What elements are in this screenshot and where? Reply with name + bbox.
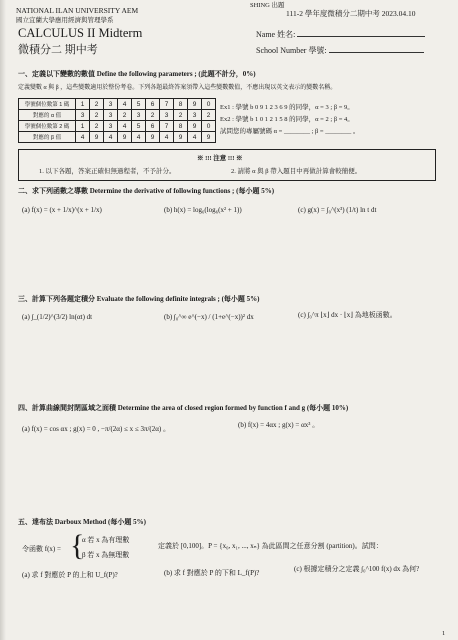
part3-question-a: (a) ∫_(1/2)^(3/2) ln(αt) dt bbox=[22, 313, 93, 321]
part5-def-suffix: 定義於 [0,100]。P = {x₀, x₁, ..., xₙ} 為此區間之任意分割 (partition)。試問： bbox=[158, 542, 383, 550]
notice-title: ※ !!! 注意 !!! ※ bbox=[197, 155, 243, 162]
part1-title: 一、定義以下變數的數值 Define the following parameters ; (此題不計分，0%) bbox=[18, 70, 256, 78]
part5-title: 五、達布法 Darboux Method (每小題 5%) bbox=[18, 518, 146, 526]
part3-title: 三、計算下列各題定積分 Evaluate the following definite integrals ; (每小題 5%) bbox=[18, 295, 260, 303]
table-row: 學號個位數第 2 碼 1 2 3 4 5 6 7 8 9 0 bbox=[19, 121, 216, 132]
part5-case-2: β 若 x 為無理數 bbox=[82, 551, 130, 559]
part3-question-c: (c) ∫₀^π ⌊x⌋ dx · ⌊x⌋ 為地板函數。 bbox=[298, 311, 397, 319]
notice-item-1: 1. 以下各題，答案正確但無過程者，不予計分。 bbox=[39, 168, 176, 175]
part4-question-b: (b) f(x) = 4αx ; g(x) = αx³ 。 bbox=[238, 421, 320, 429]
part5-question-c: (c) 根據定積分之定義 ∫₀^100 f(x) dx 為何? bbox=[294, 565, 420, 573]
piecewise-brace: { bbox=[70, 529, 85, 562]
part2-question-b: (b) h(x) = log₆(log₆(x² + 1)) bbox=[164, 206, 242, 214]
table-row: 對應的 α 值 3 2 3 2 3 2 3 2 3 2 bbox=[19, 110, 216, 121]
university-zh: 國立宜蘭大學應用經濟與管理學系 bbox=[16, 17, 114, 24]
school-number-label: School Number 學號: bbox=[256, 45, 424, 56]
part4-question-a: (a) f(x) = cos αx ; g(x) = 0 , −π/(2α) ≤ x ≤ 3π/(2α) 。 bbox=[22, 425, 171, 433]
university-en: NATIONAL ILAN UNIVERSITY AEM bbox=[16, 6, 139, 15]
part2-question-c: (c) g(x) = ∫₀^(x³) (1/t) ln t dt bbox=[298, 206, 377, 214]
part5-question-a: (a) 求 f 對應於 P 的上和 U_f(P)? bbox=[22, 571, 118, 579]
part1-instruction: 定義變數 α 與 β ，這些變數適用於整份考卷。下列各題最終答案須帶入這些變數數值，不應出現以英文表示的變數名稱。 bbox=[18, 85, 337, 91]
course-title: CALCULUS II Midterm bbox=[18, 26, 143, 40]
course-title-zh: 微積分二 期中考 bbox=[18, 44, 98, 56]
table-row: 學號個位數第 1 碼 1 2 3 4 5 6 7 8 9 0 bbox=[19, 99, 216, 110]
page-edge-shadow bbox=[0, 0, 6, 640]
top-right-partial: SHING 出題 bbox=[250, 2, 285, 9]
part2-title: 二、求下列函數之導數 Determine the derivative of following functions ; (每小題 5%) bbox=[18, 187, 275, 195]
part5-case-1: α 若 x 為有理數 bbox=[82, 536, 130, 544]
part3-question-b: (b) ∫₀^∞ e^(−x) / (1+e^(−x))² dx bbox=[164, 313, 254, 321]
part5-question-b: (b) 求 f 對應於 P 的下和 L_f(P)? bbox=[164, 569, 260, 577]
table-row: 對應的 β 值 4 9 4 9 4 9 4 9 4 9 bbox=[19, 132, 216, 143]
part2-question-a: (a) f(x) = (x + 1/x)^(x + 1/x) bbox=[22, 206, 102, 214]
example-1: Ex1 : 學號 b 0 9 1 2 3 6 9 的同學，α = 3 ; β = 9。 bbox=[220, 104, 354, 111]
page-number: 1 bbox=[442, 630, 446, 637]
part5-def-prefix: 令函數 f(x) = bbox=[22, 545, 61, 553]
notice-item-2: 2. 請將 α 與 β 帶入題目中再做計算會較簡便。 bbox=[231, 168, 362, 175]
parameter-table bbox=[18, 98, 216, 143]
example-2: Ex2 : 學號 b 1 0 1 2 1 5 8 的同學，α = 2 ; β = 4。 bbox=[220, 116, 354, 123]
part4-title: 四、計算曲線間封閉區域之面積 Determine the area of closed region formed by function f and g (每小題 10%) bbox=[18, 404, 349, 412]
exam-info: 111-2 學年度微積分二期中考 2023.04.10 bbox=[286, 9, 416, 18]
fill-in-parameters: 試問您的專屬號碼 α = ________ ; β = ________ 。 bbox=[220, 128, 360, 135]
name-label: Name 姓名: bbox=[256, 29, 425, 40]
notice-box bbox=[18, 149, 436, 181]
